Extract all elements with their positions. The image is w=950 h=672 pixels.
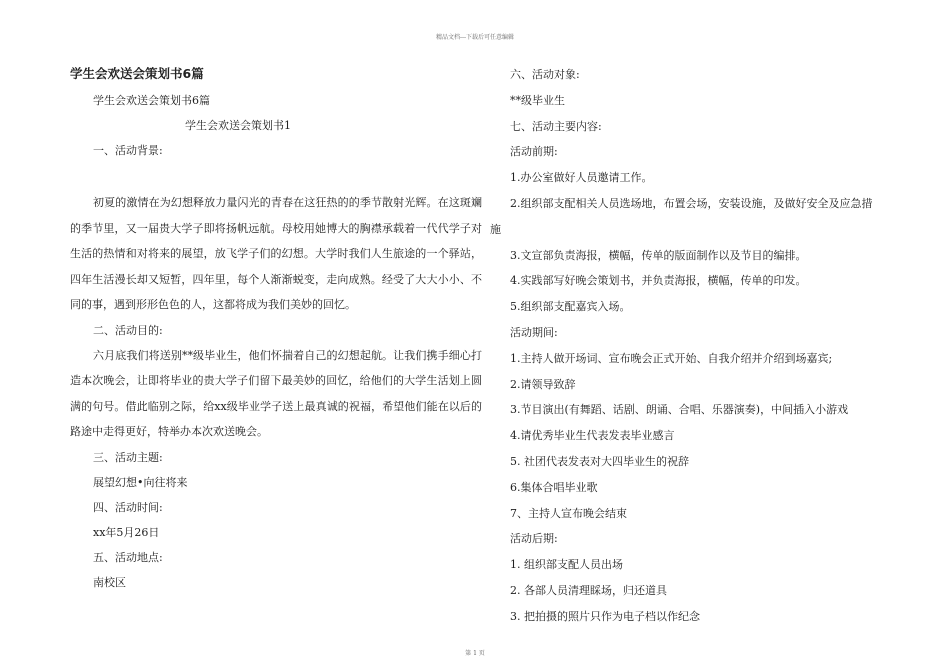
section-heading-background: 一、活动背景: [93, 144, 163, 157]
section-heading-content: 七、活动主要内容: [510, 119, 602, 133]
blank-line [70, 163, 482, 190]
pre-event-heading: 活动前期: [510, 145, 558, 159]
document-subtitle: 学生会欢送会策划书6篇 [93, 94, 210, 107]
section-heading-time: 四、活动时间: [93, 500, 163, 514]
section-heading-audience: 六、活动对象: [510, 68, 580, 81]
list-item: 1. 组织部支配人员出场 [510, 558, 623, 572]
section-heading-purpose: 二、活动目的: [93, 323, 163, 337]
post-event-heading: 活动后期: [510, 532, 558, 546]
background-paragraph: 初夏的激情在为幻想释放力量闪光的青春在这狂热的的季节散射光辉。在这斑斓的季节里，又一届贵大学子即将扬帆远航。母校用她博大的胸襟承载着一代代学子对生活的热情和对将来的展望，放飞学子们的幻想。大学时我们人生旅途的一个驿站，四年生活漫长却又短暂，四年里，每个人渐渐蜕变，走向成熟。经受了大大小小、不同的事，遇到形形色色的人，这都将成为我们美妙的回忆。 [70, 196, 482, 311]
list-item: 3.节目演出(有舞蹈、话剧、朗诵、合唱、乐器演奏)，中间插入小游戏 [510, 403, 849, 417]
list-item: 7、主持人宣布晚会结束 [510, 506, 627, 520]
audience-text: **级毕业生 [510, 93, 565, 107]
page-header-note: 精品文档---下载后可任意编辑 [435, 34, 515, 41]
page-footer-number: 第 1 页 [465, 650, 485, 657]
list-item: 2. 各部人员清理睬场，归还道具 [510, 583, 667, 597]
list-item: 3.文宣部负责海报，横幅，传单的版面制作以及节目的编排。 [510, 248, 807, 262]
list-item: 6.集体合唱毕业歌 [510, 480, 598, 494]
list-item: 1.主持人做开场词、宣布晚会正式开始、自我介绍并介绍到场嘉宾; [510, 351, 833, 365]
section-heading-theme: 三、活动主题: [93, 450, 163, 464]
purpose-paragraph: 六月底我们将送别**级毕业生，他们怀揣着自己的幻想起航。让我们携手细心打造本次晚会，让即将毕业的贵大学子们留下最美妙的回忆，给他们的大学生活划上圆满的句号。借此临别之际，给xx级毕业学子送上最真诚的祝福，希望他们能在以后的路途中走得更好，特举办本次欢送晚会。 [70, 348, 482, 438]
time-text: xx年5月26日 [93, 525, 160, 539]
list-item: 1.办公室做好人员邀请工作。 [510, 171, 653, 185]
list-item: 3. 把拍摄的照片只作为电子档以作纪念 [510, 609, 700, 623]
list-item: 4.实践部写好晚会策划书，并负责海报，横幅，传单的印发。 [510, 274, 807, 288]
during-event-heading: 活动期间: [510, 325, 558, 339]
section-heading-location: 五、活动地点: [93, 550, 163, 564]
list-item: 5. 社团代表发表对大四毕业生的祝辞 [510, 454, 689, 468]
list-item: 2.组织部支配相关人员选场地，布置会场，安装设施，及做好安全及应急措施 [490, 196, 873, 236]
theme-text: 展望幻想•向往将来 [93, 475, 188, 489]
list-item: 4.请优秀毕业生代表发表毕业感言 [510, 429, 675, 443]
left-column [70, 62, 482, 595]
plan-heading: 学生会欢送会策划书1 [185, 119, 291, 132]
document-title: 学生会欢送会策划书6篇 [70, 66, 204, 81]
list-item: 2.请领导致辞 [510, 377, 576, 391]
right-column [490, 62, 882, 630]
location-text: 南校区 [93, 575, 126, 589]
list-item: 5.组织部支配嘉宾入场。 [510, 300, 631, 314]
